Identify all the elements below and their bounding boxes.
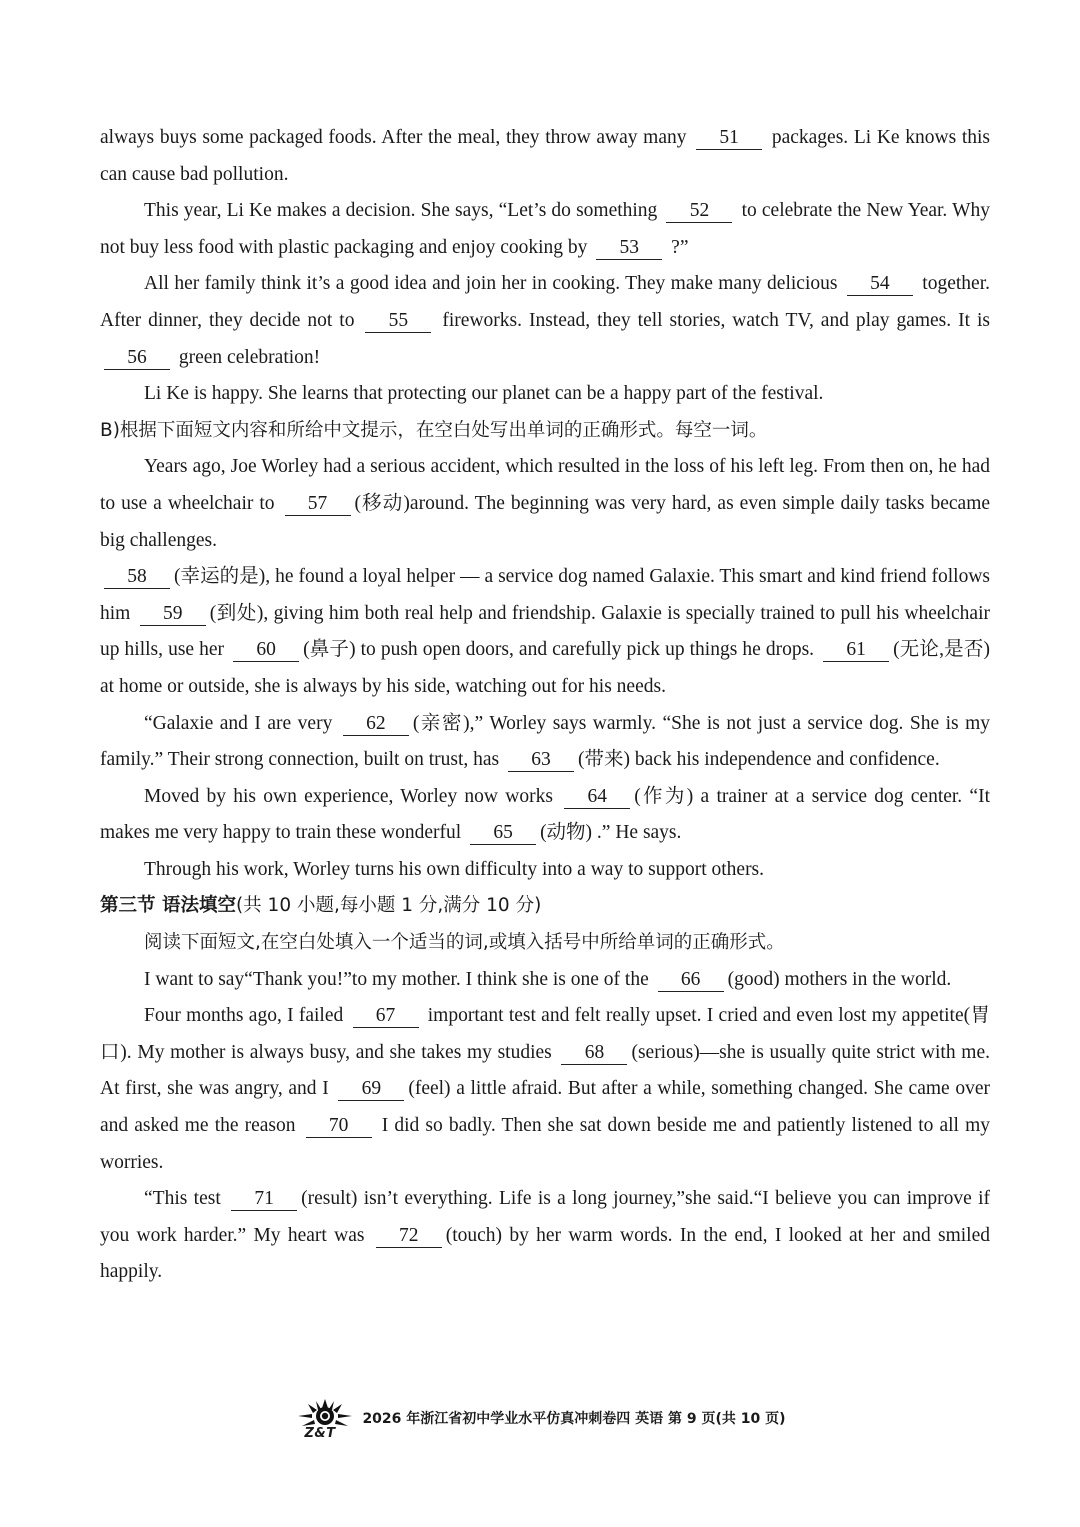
- page-footer: [0, 1396, 1080, 1446]
- passage-text: Four months ago, I failed: [144, 1005, 349, 1027]
- passage-paragraph: [100, 376, 990, 413]
- passage-paragraph: [100, 449, 990, 559]
- answer-blank: 55: [365, 310, 431, 333]
- passage-text: Li Ke is happy. She learns that protecting our planet can be a happy part of the festival.: [144, 383, 824, 405]
- answer-blank: 56: [104, 347, 170, 370]
- passage-paragraph: [100, 962, 990, 999]
- passage-text: (feel) a little afraid. But after a while, something changed. She came over and asked me the reason: [100, 1078, 990, 1137]
- passage-text: “This test: [144, 1188, 228, 1210]
- answer-blank: 52: [666, 200, 732, 223]
- passage-text: “Galaxie and I are very: [144, 712, 339, 734]
- logo-lettering: Z&T: [304, 1426, 336, 1441]
- section-heading: [100, 925, 990, 962]
- passage-paragraph: [100, 559, 990, 705]
- passage-text: fireworks. Instead, they tell stories, watch TV, and play games. It is: [435, 309, 990, 331]
- passage-content: [100, 120, 990, 1291]
- passage-text: 阅读下面短文,在空白处填入一个适当的词,或填入括号中所给单词的正确形式。: [144, 932, 785, 954]
- passage-text: (鼻子) to push open doors, and carefully pick up things he drops.: [303, 639, 820, 661]
- passage-text: important test and felt really upset. I cried and even lost my appetite(胃口). My mother is always busy, and she takes my studies: [100, 1005, 990, 1063]
- answer-blank: 66: [658, 969, 724, 992]
- section-heading: [100, 888, 990, 925]
- passage-paragraph: [100, 120, 990, 193]
- passage-text: (touch) by her warm words. In the end, I looked at her and smiled happily.: [100, 1224, 990, 1283]
- passage-text: always buys some packaged foods. After the meal, they throw away many: [100, 127, 693, 148]
- answer-blank: 54: [847, 273, 913, 296]
- answer-blank: 60: [233, 639, 299, 662]
- answer-blank: 61: [823, 639, 889, 662]
- passage-text: ?”: [666, 236, 689, 258]
- passage-paragraph: [100, 193, 990, 266]
- passage-text: Through his work, Worley turns his own difficulty into a way to support others.: [144, 858, 765, 880]
- answer-blank: 57: [285, 493, 351, 516]
- answer-blank: 67: [353, 1005, 419, 1028]
- passage-paragraph: [100, 1181, 990, 1291]
- passage-paragraph: [100, 998, 990, 1181]
- answer-blank: 51: [696, 127, 762, 150]
- publisher-logo: [294, 1398, 356, 1444]
- passage-text: (共 10 小题,每小题 1 分,满分 10 分): [235, 895, 542, 917]
- passage-text: packages. Li Ke knows this can cause bad pollution.: [100, 127, 990, 185]
- passage-text: (幸运的是), he found a loyal helper — a service dog named Galaxie. This smart and kind friend follows him: [100, 566, 990, 624]
- passage-text: This year, Li Ke makes a decision. She says, “Let’s do something: [144, 200, 663, 222]
- answer-blank: 64: [564, 786, 630, 809]
- passage-text: I did so badly. Then she sat down beside me and patiently listened to all my worries.: [100, 1115, 991, 1173]
- passage-text: together. After dinner, they decide not to: [100, 273, 990, 331]
- passage-text: Years ago, Joe Worley had a serious accident, which resulted in the loss of his left leg. From then on, he had to use a wheelchair to: [100, 456, 990, 514]
- answer-blank: 65: [470, 822, 536, 845]
- answer-blank: 62: [343, 713, 409, 736]
- answer-blank: 58: [104, 566, 170, 589]
- passage-text: (动物) .” He says.: [540, 822, 682, 844]
- passage-text: (亲密),” Worley says warmly. “She is not just a service dog. She is my family.” Their strong connection, built on trust, has: [100, 712, 990, 771]
- passage-paragraph: [100, 706, 990, 779]
- passage-text: All her family think it’s a good idea and join her in cooking. They make many delicious: [144, 273, 843, 295]
- answer-blank: 53: [596, 237, 662, 260]
- answer-blank: 71: [231, 1188, 297, 1211]
- passage-text: Moved by his own experience, Worley now works: [144, 785, 561, 807]
- passage-text: (带来) back his independence and confidence.: [578, 749, 940, 771]
- answer-blank: 68: [561, 1042, 627, 1065]
- answer-blank: 72: [376, 1225, 442, 1248]
- passage-text: (good) mothers in the world.: [727, 968, 952, 990]
- footer-page-info: 2026 年浙江省初中学业水平仿真冲刺卷四 英语 第 9 页(共 10 页): [362, 1411, 786, 1427]
- passage-text: (作为) a trainer at a service dog center. “It makes me very happy to train these wonderful: [100, 785, 990, 844]
- passage-text: (到处), giving him both real help and friendship. Galaxie is specially trained to pull his wheelchair up hills, use her: [100, 602, 990, 661]
- answer-blank: 70: [306, 1115, 372, 1138]
- section-title: 第三节 语法填空: [100, 895, 236, 917]
- passage-text: (无论,是否) at home or outside, she is always by his side, watching out for his needs.: [100, 639, 990, 697]
- passage-paragraph: [100, 852, 990, 889]
- passage-text: green celebration!: [174, 346, 321, 368]
- answer-blank: 69: [338, 1078, 404, 1101]
- section-heading: [100, 413, 990, 450]
- passage-paragraph: [100, 779, 990, 852]
- passage-text: B)根据下面短文内容和所给中文提示，在空白处写出单词的正确形式。每空一词。: [100, 419, 768, 441]
- answer-blank: 63: [508, 749, 574, 772]
- passage-paragraph: [100, 266, 990, 376]
- passage-text: (serious)—she is usually quite strict with me. At first, she was angry, and I: [100, 1041, 990, 1100]
- passage-text: (移动)around. The beginning was very hard, as even simple daily tasks became big challenges.: [100, 492, 991, 551]
- passage-text: I want to say“Thank you!”to my mother. I think she is one of the: [144, 968, 654, 990]
- passage-text: (result) isn’t everything. Life is a long journey,”she said.“I believe you can improve if you work harder.” My heart was: [100, 1188, 990, 1246]
- answer-blank: 59: [140, 603, 206, 626]
- passage-text: to celebrate the New Year. Why not buy less food with plastic packaging and enjoy cooking by: [100, 200, 990, 258]
